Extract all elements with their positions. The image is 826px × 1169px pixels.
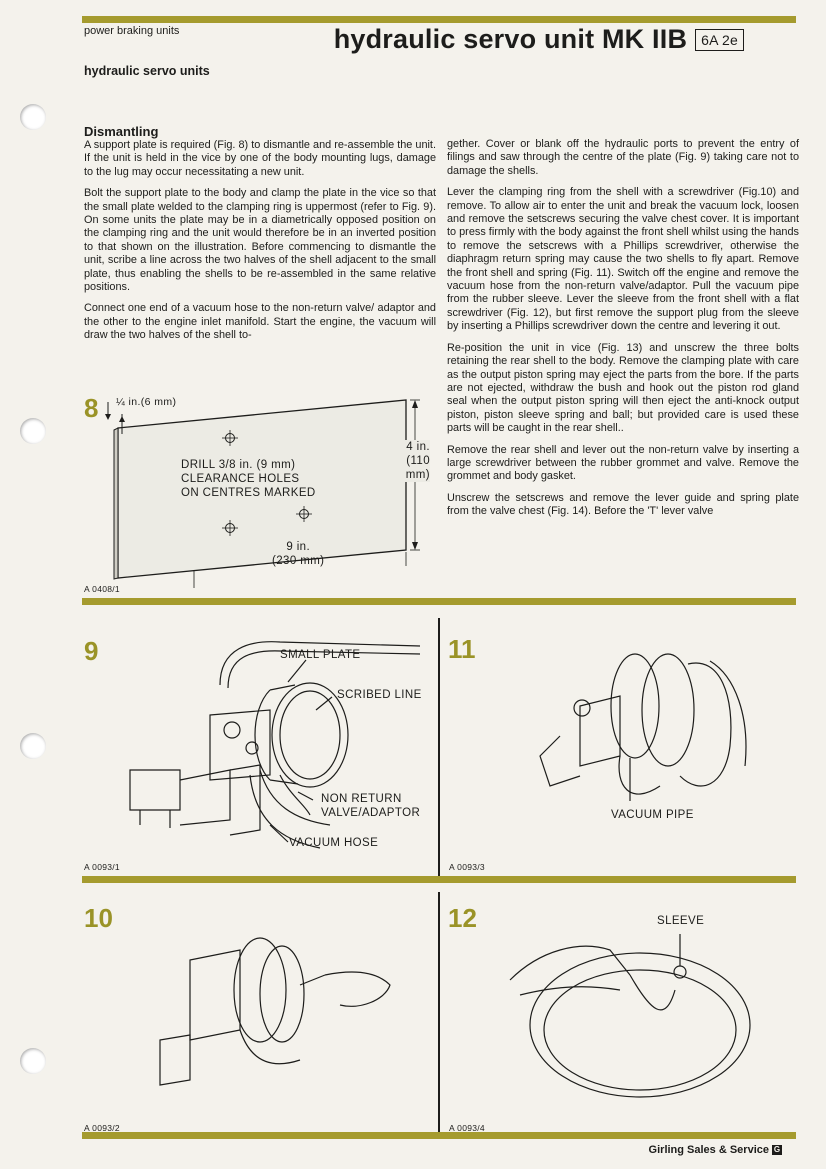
figure-9-scribed-line-label: SCRIBED LINE [337,689,422,701]
left-column [84,124,436,351]
drill-note-line: DRILL 3/8 in. (9 mm) [181,459,296,471]
height-line: (110 [406,455,430,467]
figure-11-vacuum-pipe-label: VACUUM PIPE [611,809,694,821]
paragraph: Connect one end of a vacuum hose to the non-return valve/ adaptor and the other to the engine inlet manifold. Start the engine, the vacuum will draw the two halves of the shell to- [84,302,436,342]
figures-divider-vertical [438,892,440,1132]
section-label: power braking units [84,25,180,37]
height-line: mm) [405,469,430,481]
binder-hole [20,104,46,130]
paragraph: Re-position the unit in vice (Fig. 13) and unscrew the three bolts retaining the rear shell to the body. Remove the clamping plate with care as the output piston spring may eject the parts from the bore. If the parts are not ejected, withdraw the bush and hook out the piston rod gland seal when the output piston spring will then eject the anti-knock output piston, piston sleeve spring and ball; but provided care is used these parts will be caught in the rear shell.. [447,341,799,435]
width-line: (230 mm) [272,555,325,567]
figure-8-caption: A 0408/1 [84,584,120,594]
binder-hole [20,418,46,444]
page-title [334,24,744,55]
figure-11-number: 11 [448,634,476,664]
paragraph: gether. Cover or blank off the hydraulic ports to prevent the entry of filings and saw through the centre of the plate (Fig. 9) taking care not to damage the shells. [447,138,799,177]
figure-10-number: 10 [84,903,113,933]
page-subtitle: hydraulic servo units [84,64,210,78]
figure-8-drill-note [181,458,316,500]
right-column [447,138,799,527]
figure-9-small-plate-label: SMALL PLATE [280,649,361,661]
figure-12-sleeve-label: SLEEVE [657,915,705,927]
binder-hole [20,1048,46,1074]
figure-9-vacuum-hose-label: VACUUM HOSE [289,837,379,849]
header-rule [82,16,796,23]
figure-12-illustration [500,930,760,1110]
footer [649,1144,782,1156]
paragraph: Bolt the support plate to the body and clamp the plate in the vice so that the small plate welded to the clamping ring is uppermost (refer to Fig. 9). On some units the plate may be in a diametrically opposed position on the clamping ring and the unit would therefore be in an inverted position to that shown on the illustration. Before commencing to dismantle the unit, scribe a line across the two halves of the shell adjacent to the small plate, thus enabling the shells to be re-assembled in the same relative positions. [84,187,436,294]
paragraph: A support plate is required (Fig. 8) to dismantle and re-assemble the unit. If the unit is held in the vice by one of the body mounting lugs, damage to the lug may occur necessitating a new unit. [84,139,436,178]
figure-9-nrv-label [321,792,420,820]
page-ref-box: 6A 2e [695,29,744,51]
figures-middle-rule [82,876,796,883]
nrv-line: VALVE/ADAPTOR [321,807,421,819]
figures-top-rule [82,598,796,605]
binder-hole [20,733,46,759]
figure-12-number: 12 [448,903,477,933]
publisher-logo-badge: G [773,1145,781,1154]
width-line: 9 in. [286,541,311,553]
page-title-text: hydraulic servo unit MK IIB [333,24,688,54]
figure-11-illustration [520,636,760,816]
figure-12-caption: A 0093/4 [449,1123,485,1133]
figure-11-caption: A 0093/3 [449,862,485,872]
nrv-line: NON RETURN [321,793,402,805]
height-line: 4 in. [406,441,430,453]
figure-10-illustration [150,930,400,1090]
section-heading: Dismantling [84,124,159,139]
figure-8-width-label [272,540,324,568]
figure-9-caption: A 0093/1 [84,862,120,872]
publisher-name: Girling Sales & Service [648,1144,769,1156]
drill-note-line: CLEARANCE HOLES [181,473,300,485]
paragraph: Lever the clamping ring from the shell with a screwdriver (Fig.10) and remove. To allow air to enter the unit and break the vacuum lock, loosen and remove the setscrews securing the valve chest cover. It is important to press firmly with the body against the front shell whilst using the hands to remove the setscrews with a Phillips screwdriver, otherwise the diaphragm return spring may cause the two shells to fly apart. Remove the front shell and spring (Fig. 11). Switch off the engine and remove the vacuum hose from the non-return valve/adaptor. Pull the vacuum pipe from the rubber sleeve. Lever the sleeve from the front shell with a flat screwdriver (Fig. 12), but first remove the support plug from the sleeve by inserting a Phillips screwdriver down the centre and levering it out. [447,186,799,333]
figure-10-caption: A 0093/2 [84,1123,120,1133]
figure-8-thickness-label: ¼ in.(6 mm) [116,396,177,408]
paragraph: Unscrew the setscrews and remove the lever guide and spring plate from the valve chest (Fig. 14). Before the 'T' lever valve [447,491,799,518]
paragraph: Remove the rear shell and lever out the non-return valve by inserting a large screwdriver between the rubber grommet and valve. Remove the grommet and body gasket. [447,443,799,483]
figure-9-number: 9 [84,636,99,666]
figure-8-height-label [398,440,430,482]
drill-note-line: ON CENTRES MARKED [181,487,316,499]
figure-8-number: 8 [84,393,99,423]
figures-bottom-rule [82,1132,796,1139]
